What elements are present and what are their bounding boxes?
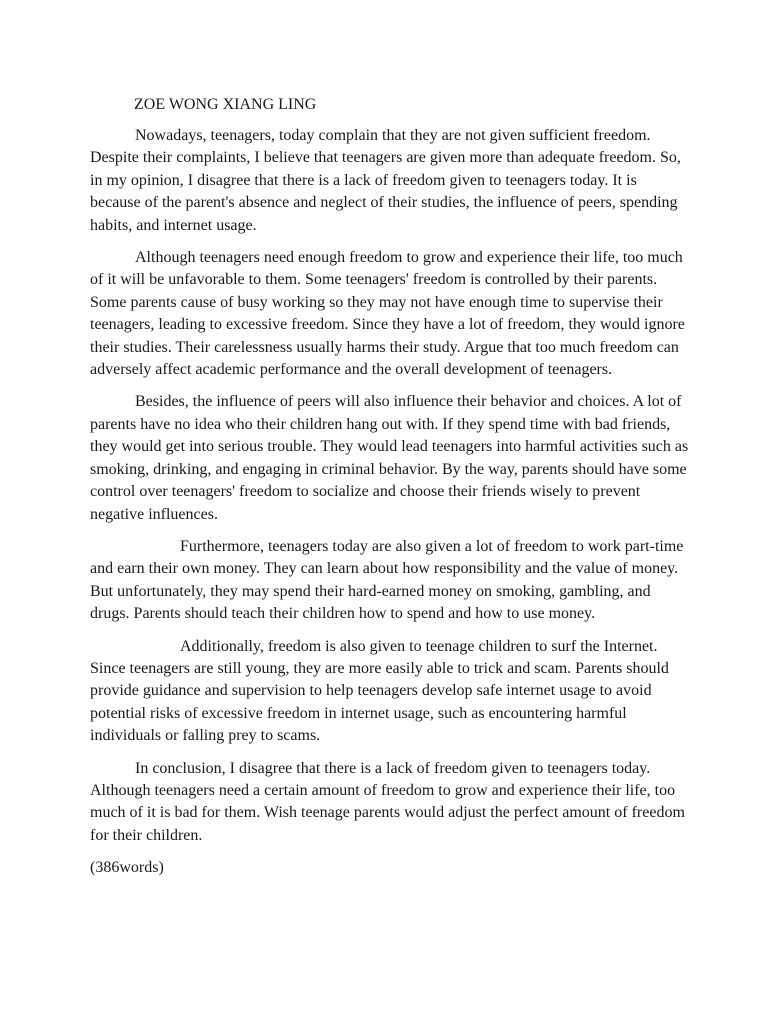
paragraph-intro: Nowadays, teenagers, today complain that they are not given sufficient freedom. Despite their complaints, I believe that teenagers are given more than adequate freedom. So, in my opinion, I disagree that there is a lack of freedom given to teenagers today. It is because of the parent's absence and neglect of their studies, the influence of peers, spending habits, and internet usage. [90,127,681,234]
paragraph-conclusion: In conclusion, I disagree that there is a lack of freedom given to teenagers today. Although teenagers need a certain amount of freedom to grow and experience their life, too much of it is bad for them. Wish teenage parents would adjust the perfect amount of freedom for their children. [90,759,685,844]
paragraph-peer-influence: Besides, the influence of peers will also influence their behavior and choices. A lot of parents have no idea who their children hang out with. If they spend time with bad friends, they would get into serious trouble. They would lead teenagers into harmful activities such as smoking, drinking, and engaging in criminal behavior. By the way, parents should have some control over teenagers' freedom to socialize and choose their friends wisely to prevent negative influences. [90,393,689,523]
paragraph-parental-neglect: Although teenagers need enough freedom to grow and experience their life, too much of it will be unfavorable to them. Some teenagers' freedom is controlled by their parents. Some parents cause of busy working so they may not have enough time to supervise their teenagers, leading to excessive freedom. Since they have a lot of freedom, they would ignore their studies. Their carelessness usually harms their study. Argue that too much freedom can adversely affect academic performance and the overall development of teenagers. [90,249,685,379]
paragraph-spending: Furthermore, teenagers today are also given a lot of freedom to work part-time and earn their own money. They can learn about how responsibility and the value of money. But unfortunately, they may spend their hard-earned money on smoking, gambling, and drugs. Parents should teach their children how to spend and how to use money. [90,537,684,623]
author-name: ZOE WONG XIANG LING [134,96,317,113]
word-count: (386words) [90,859,164,877]
paragraph-internet: Additionally, freedom is also given to teenage children to surf the Internet. Since teenagers are still young, they are more easily able to trick and scam. Parents should provide guidance and supervision to help teenagers develop safe internet usage to avoid potential risks of excessive freedom in internet usage, such as encountering harmful individuals or falling prey to scams. [90,637,669,745]
essay-body [90,125,690,880]
